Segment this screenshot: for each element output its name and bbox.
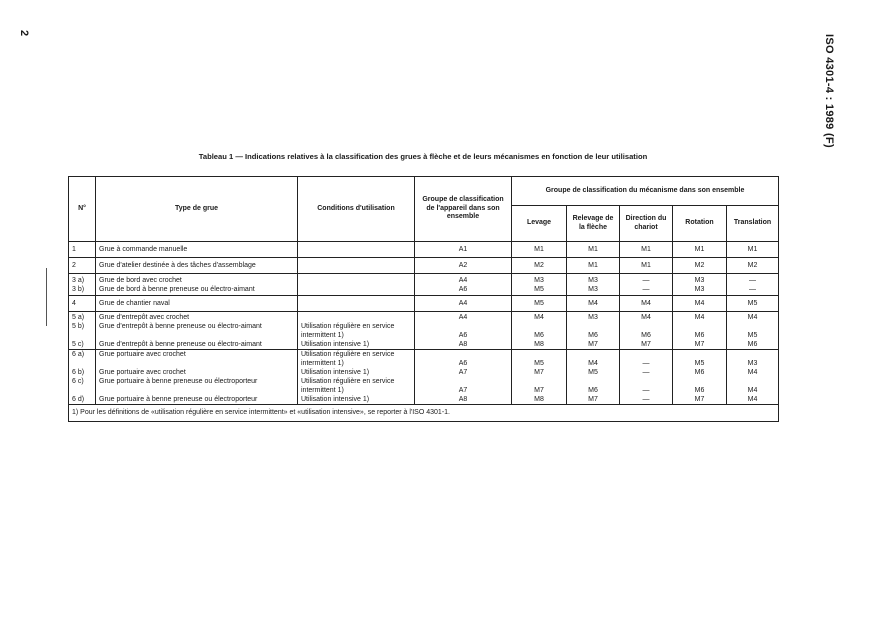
cell-type-line: Grue portuaire à benne preneuse ou électroporteur <box>99 378 258 385</box>
cell-mecanisme <box>727 312 779 350</box>
cell-type <box>96 350 298 405</box>
cell-mecanisme-line: M1 <box>694 246 705 253</box>
cell-type-line <box>99 331 294 340</box>
cell-mecanisme-line: — <box>642 387 650 394</box>
cell-mecanisme <box>512 258 567 274</box>
cell-mecanisme-line: M6 <box>694 369 705 376</box>
cell-no <box>69 296 96 312</box>
cell-mecanisme <box>727 274 779 296</box>
cell-mecanisme-line: — <box>642 360 650 367</box>
cell-mecanisme <box>567 242 620 258</box>
table-row <box>69 274 779 296</box>
cell-mecanisme-line <box>570 350 616 359</box>
cell-conditions-line: Utilisation intensive 1) <box>301 369 370 376</box>
cell-type-line: Grue d'entrepôt à benne preneuse ou électro-aimant <box>99 340 262 348</box>
cell-groupe-appareil <box>415 274 512 296</box>
cell-mecanisme <box>673 242 727 258</box>
cell-type <box>96 312 298 350</box>
cell-conditions-line <box>301 276 411 285</box>
cell-conditions-line <box>301 313 411 322</box>
cell-mecanisme-line: M3 <box>694 285 705 293</box>
cell-type-line: Grue de bord à benne preneuse ou électro-aimant <box>99 285 255 293</box>
cell-mecanisme <box>567 274 620 296</box>
cell-conditions <box>298 274 415 296</box>
cell-mecanisme <box>620 312 673 350</box>
cell-mecanisme-line: M6 <box>641 331 651 339</box>
cell-mecanisme-line: M4 <box>641 313 651 321</box>
cell-groupe-appareil-line: A6 <box>458 331 468 339</box>
cell-mecanisme-line: M3 <box>588 313 598 321</box>
cell-mecanisme <box>727 296 779 312</box>
cell-type-line <box>99 386 294 395</box>
cell-mecanisme-line <box>515 322 563 331</box>
cell-type-line: Grue d'entrepôt avec crochet <box>99 313 190 321</box>
cell-mecanisme-line: M4 <box>641 300 651 307</box>
cell-mecanisme-line: M7 <box>694 396 705 403</box>
cell-conditions-line: Utilisation intensive 1) <box>301 396 370 403</box>
cell-mecanisme-line <box>676 350 723 359</box>
cell-groupe-appareil-line: A1 <box>458 246 468 253</box>
cell-mecanisme <box>673 296 727 312</box>
cell-mecanisme <box>567 296 620 312</box>
header-translation: Translation <box>727 206 779 242</box>
cell-mecanisme <box>727 258 779 274</box>
cell-mecanisme-line: M6 <box>694 331 705 339</box>
cell-conditions <box>298 312 415 350</box>
table-row <box>69 350 779 405</box>
cell-no-line: 5 c) <box>72 340 84 348</box>
header-no: N° <box>69 177 96 242</box>
cell-no-line: 3 b) <box>72 285 85 293</box>
cell-mecanisme <box>620 274 673 296</box>
cell-conditions-line <box>301 261 411 270</box>
header-rotation: Rotation <box>673 206 727 242</box>
cell-mecanisme-line: M4 <box>747 369 758 376</box>
cell-mecanisme-line: — <box>642 369 650 376</box>
cell-type <box>96 258 298 274</box>
table-row <box>69 258 779 274</box>
cell-conditions-line <box>301 299 411 308</box>
cell-mecanisme-line: M5 <box>534 285 544 293</box>
cell-mecanisme-line: M1 <box>534 246 544 253</box>
cell-mecanisme-line: — <box>642 285 650 293</box>
cell-mecanisme <box>673 350 727 405</box>
cell-mecanisme-line: M1 <box>641 246 651 253</box>
table-footnote: 1) Pour les définitions de «utilisation régulière en service intermittent» et «utilisation intensive», se reporter à l'ISO 4301-1. <box>69 405 779 422</box>
cell-mecanisme-line: M4 <box>747 387 758 394</box>
cell-mecanisme-line: M7 <box>588 396 598 403</box>
header-relevage: Relevage de la flèche <box>567 206 620 242</box>
header-direction: Direction du chariot <box>620 206 673 242</box>
cell-mecanisme-line: — <box>642 276 650 284</box>
cell-type-line <box>99 359 294 368</box>
cell-mecanisme-line <box>676 377 723 386</box>
cell-no-line: 6 a) <box>72 351 85 358</box>
cell-mecanisme <box>567 258 620 274</box>
cell-mecanisme-line <box>730 350 775 359</box>
cell-mecanisme-line: M1 <box>588 246 598 253</box>
cell-groupe-appareil-line: A4 <box>458 313 468 321</box>
cell-type-line: Grue portuaire avec crochet <box>99 351 186 358</box>
cell-mecanisme-line <box>570 377 616 386</box>
cell-mecanisme-line: M3 <box>588 285 598 293</box>
cell-mecanisme-line <box>623 322 669 331</box>
cell-mecanisme <box>620 296 673 312</box>
cell-mecanisme-line <box>515 377 563 386</box>
cell-type-line: Grue portuaire à benne preneuse ou électroporteur <box>99 396 258 403</box>
cell-mecanisme-line: M3 <box>747 360 758 367</box>
cell-no-line: 5 a) <box>72 313 85 321</box>
cell-groupe-appareil-line: A4 <box>458 300 468 307</box>
cell-mecanisme-line: M5 <box>534 360 544 367</box>
cell-mecanisme <box>620 350 673 405</box>
cell-mecanisme-line <box>570 322 616 331</box>
cell-mecanisme-line <box>676 322 723 331</box>
cell-type-line: Grue portuaire avec crochet <box>99 369 186 376</box>
cell-mecanisme-line <box>623 350 669 359</box>
cell-mecanisme-line: M4 <box>588 300 598 307</box>
cell-mecanisme <box>673 312 727 350</box>
cell-groupe-appareil <box>415 296 512 312</box>
cell-mecanisme-line: M5 <box>747 331 758 339</box>
cell-mecanisme <box>567 312 620 350</box>
cell-no-line: 5 b) <box>72 322 85 330</box>
cell-mecanisme-line: M7 <box>694 340 705 348</box>
cell-mecanisme-line <box>730 322 775 331</box>
cell-conditions-line: Utilisation régulière en service <box>301 351 395 358</box>
cell-no <box>69 242 96 258</box>
cell-mecanisme-line: M4 <box>534 313 544 321</box>
cell-groupe-appareil-line: A8 <box>458 396 468 403</box>
cell-conditions <box>298 350 415 405</box>
cell-groupe-appareil-line <box>418 350 508 359</box>
cell-groupe-appareil-line: A7 <box>458 369 468 376</box>
cell-mecanisme-line: M2 <box>534 262 544 269</box>
cell-mecanisme <box>567 350 620 405</box>
cell-mecanisme <box>727 242 779 258</box>
cell-no-line: 3 a) <box>72 276 85 284</box>
cell-groupe-appareil-line: A8 <box>458 340 468 348</box>
cell-mecanisme <box>620 242 673 258</box>
cell-mecanisme <box>673 258 727 274</box>
table-caption: Tableau 1 — Indications relatives à la classification des grues à flèche et de leurs mécanismes en fonction de leur utilisation <box>198 152 648 161</box>
cell-no <box>69 258 96 274</box>
cell-conditions-line: intermittent 1) <box>301 331 344 339</box>
cell-mecanisme <box>512 242 567 258</box>
cell-mecanisme-line: M4 <box>694 300 705 307</box>
cell-conditions-line: intermittent 1) <box>301 360 344 367</box>
cell-mecanisme-line: M6 <box>588 387 598 394</box>
cell-mecanisme-line: M4 <box>694 313 705 321</box>
cell-conditions <box>298 258 415 274</box>
cell-mecanisme-line: M3 <box>534 276 544 284</box>
cell-mecanisme-line: M4 <box>747 313 758 321</box>
header-groupe-mecanisme: Groupe de classification du mécanisme dans son ensemble <box>512 177 779 206</box>
cell-no-line <box>72 359 92 368</box>
cell-no <box>69 274 96 296</box>
cell-no-line: 6 d) <box>72 396 85 403</box>
cell-type-line: Grue de bord avec crochet <box>99 276 182 284</box>
page-number: 2 <box>18 30 30 37</box>
cell-groupe-appareil <box>415 312 512 350</box>
cell-conditions-line: Utilisation régulière en service <box>301 322 395 330</box>
cell-mecanisme-line <box>515 350 563 359</box>
table-row <box>69 242 779 258</box>
cell-type-line: Grue d'entrepôt à benne preneuse ou électro-aimant <box>99 322 262 330</box>
cell-mecanisme-line: M3 <box>588 276 598 284</box>
cell-mecanisme-line: M1 <box>747 246 758 253</box>
cell-type-line: Grue de chantier naval <box>99 300 170 307</box>
table-row <box>69 296 779 312</box>
cell-groupe-appareil <box>415 350 512 405</box>
cell-no-line <box>72 331 92 340</box>
cell-no <box>69 312 96 350</box>
cell-mecanisme-line: M8 <box>534 396 544 403</box>
cell-mecanisme-line: — <box>749 276 756 284</box>
cell-mecanisme-line: M5 <box>588 369 598 376</box>
cell-no <box>69 350 96 405</box>
cell-conditions-line: intermittent 1) <box>301 387 344 394</box>
cell-mecanisme-line: M6 <box>747 340 758 348</box>
cell-mecanisme-line: M5 <box>534 300 544 307</box>
cell-mecanisme <box>512 296 567 312</box>
classification-table <box>68 176 779 422</box>
cell-mecanisme <box>620 258 673 274</box>
cell-mecanisme-line: M8 <box>534 340 544 348</box>
cell-mecanisme <box>512 274 567 296</box>
cell-mecanisme-line: M1 <box>588 262 598 269</box>
cell-type <box>96 242 298 258</box>
header-conditions: Conditions d'utilisation <box>298 177 415 242</box>
cell-mecanisme-line: M4 <box>588 360 598 367</box>
cell-type <box>96 296 298 312</box>
cell-groupe-appareil <box>415 258 512 274</box>
cell-conditions-line: Utilisation intensive 1) <box>301 340 370 348</box>
cell-conditions-line: Utilisation régulière en service <box>301 378 395 385</box>
cell-type-line: Grue à commande manuelle <box>99 246 188 253</box>
cell-no-line: 2 <box>72 262 76 269</box>
cell-mecanisme <box>673 274 727 296</box>
cell-mecanisme-line: M2 <box>747 262 758 269</box>
cell-conditions <box>298 242 415 258</box>
header-type: Type de grue <box>96 177 298 242</box>
cell-mecanisme-line: M6 <box>694 387 705 394</box>
cell-no-line: 6 b) <box>72 369 85 376</box>
cell-groupe-appareil <box>415 242 512 258</box>
cell-mecanisme <box>512 350 567 405</box>
cell-conditions-line <box>301 285 411 294</box>
cell-groupe-appareil-line: A6 <box>458 360 468 367</box>
cell-groupe-appareil-line: A2 <box>458 262 468 269</box>
cell-mecanisme-line: — <box>642 396 650 403</box>
cell-mecanisme <box>727 350 779 405</box>
cell-mecanisme-line: M5 <box>694 360 705 367</box>
cell-conditions <box>298 296 415 312</box>
cell-no-line: 6 c) <box>72 378 84 385</box>
cell-mecanisme-line: M1 <box>641 262 651 269</box>
revision-margin-line <box>46 268 47 326</box>
cell-mecanisme-line: M6 <box>588 331 598 339</box>
cell-mecanisme-line: M7 <box>534 387 544 394</box>
cell-mecanisme-line: M3 <box>694 276 705 284</box>
cell-groupe-appareil-line: A6 <box>458 285 468 293</box>
header-levage: Levage <box>512 206 567 242</box>
cell-mecanisme-line: M7 <box>641 340 651 348</box>
cell-groupe-appareil-line: A4 <box>458 276 468 284</box>
cell-groupe-appareil-line <box>418 322 508 331</box>
cell-mecanisme-line: M5 <box>747 300 758 307</box>
cell-groupe-appareil-line: A7 <box>458 387 468 394</box>
cell-mecanisme-line: — <box>749 285 756 293</box>
cell-mecanisme-line: M2 <box>694 262 705 269</box>
cell-conditions-line <box>301 245 411 254</box>
cell-mecanisme-line: M7 <box>588 340 598 348</box>
cell-no-line: 4 <box>72 300 76 307</box>
cell-type <box>96 274 298 296</box>
cell-no-line: 1 <box>72 246 76 253</box>
cell-mecanisme-line <box>623 377 669 386</box>
document-reference: ISO 4301-4 : 1989 (F) <box>823 34 835 148</box>
cell-mecanisme-line: M7 <box>534 369 544 376</box>
cell-groupe-appareil-line <box>418 377 508 386</box>
table-row <box>69 312 779 350</box>
cell-mecanisme-line: M4 <box>747 396 758 403</box>
cell-no-line <box>72 386 92 395</box>
cell-mecanisme-line: M6 <box>534 331 544 339</box>
cell-type-line: Grue d'atelier destinée à des tâches d'assemblage <box>99 262 256 269</box>
cell-mecanisme <box>512 312 567 350</box>
cell-mecanisme-line <box>730 377 775 386</box>
header-groupe-appareil: Groupe de classification de l'appareil dans son ensemble <box>415 177 512 242</box>
